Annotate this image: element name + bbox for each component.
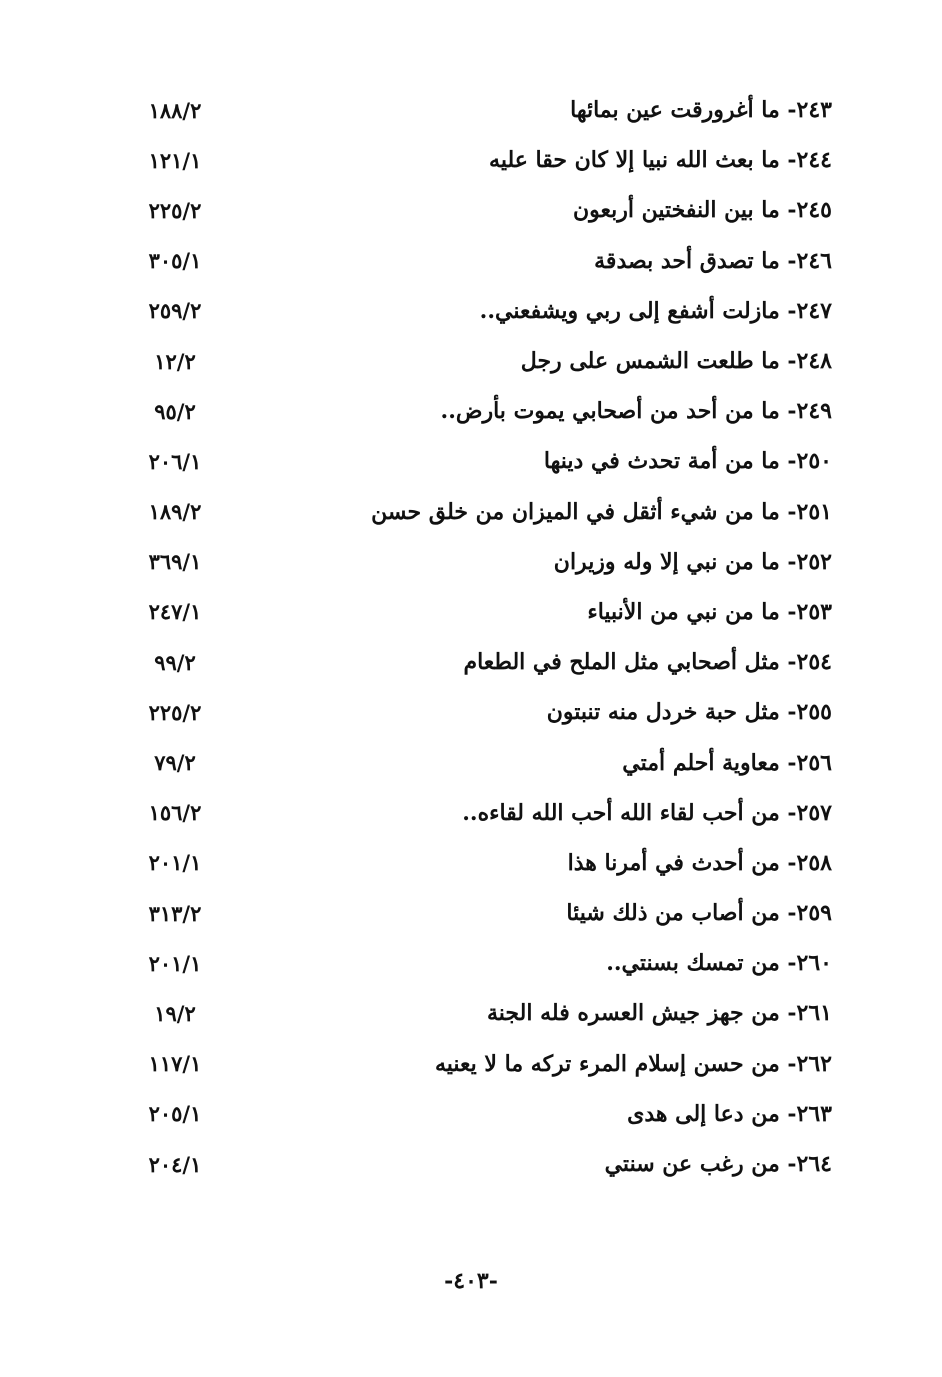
page-number: -٤٠٣- [444,1268,498,1294]
entry-text: ٢٥٥- مثل حبة خردل منه تنبتون [546,699,832,726]
entry-text: ٢٥٩- من أصاب من ذلك شيئا [566,900,832,927]
entry-text: ٢٥٣- ما من نبي من الأنبياء [587,598,832,625]
index-entry [120,185,832,235]
entry-reference: ٣٠٥/١ [148,248,202,274]
index-entry [120,637,832,687]
index-entry [120,788,832,838]
index-entry [120,436,832,486]
entry-reference: ٣١٣/٢ [148,900,202,926]
index-entry [120,286,832,336]
entry-text: ٢٤٨- ما طلعت الشمس على رجل [520,348,832,375]
entry-text: ٢٤٥- ما بين النفختين أربعون [572,197,832,224]
entry-text: ٢٤٣- ما أغرورقت عين بمائها [570,97,832,124]
index-entry [120,1039,832,1089]
index-entry [120,988,832,1038]
entry-text: ٢٥١- ما من شيء أثقل في الميزان من خلق حسن [371,498,832,525]
index-entry [120,737,832,787]
index-entry [120,85,832,135]
entry-reference: ٢٢٥/٢ [148,197,202,223]
entry-text: ٢٥٨- من أحدث في أمرنا هذا [567,849,832,876]
entry-text: ٢٥٦- معاوية أحلم أمتي [622,749,832,776]
index-entry [120,537,832,587]
index-entry [120,487,832,537]
entry-reference: ٣٦٩/١ [148,549,202,575]
entry-text: ٢٥٧- من أحب لقاء الله أحب الله لقاءه.. [462,799,832,826]
index-entry [120,587,832,637]
entry-reference: ١٢/٢ [154,348,196,374]
index-entry [120,1089,832,1139]
index-entry [120,888,832,938]
entry-reference: ١٩/٢ [154,1000,196,1026]
entry-text: ٢٦٣- من دعا إلى هدى [627,1100,832,1127]
entry-text: ٢٦١- من جهز جيش العسره فله الجنة [487,1000,832,1027]
entry-reference: ١٨٩/٢ [148,499,202,525]
index-entry [120,938,832,988]
hadith-index-list [120,85,832,1189]
entry-text: ٢٦٠- من تمسك بسنتي.. [606,950,832,977]
entry-text: ٢٤٩- ما من أحد من أصحابي يموت بأرض.. [440,398,832,425]
entry-text: ٢٥٢- ما من نبي إلا وله وزيران [553,548,832,575]
entry-reference: ٧٩/٢ [154,750,196,776]
entry-reference: ٢٠١/١ [148,850,202,876]
entry-text: ٢٤٦- ما تصدق أحد بصدقة [594,247,832,274]
entry-reference: ٩٥/٢ [154,398,196,424]
entry-reference: ٢٠١/١ [148,950,202,976]
entry-reference: ١٨٨/٢ [148,97,202,123]
entry-reference: ٢٢٥/٢ [148,699,202,725]
entry-text: ٢٦٢- من حسن إسلام المرء تركه ما لا يعنيه [434,1050,832,1077]
index-entry [120,236,832,286]
entry-text: ٢٥٤- مثل أصحابي مثل الملح في الطعام [463,649,832,676]
entry-reference: ٩٩/٢ [154,649,196,675]
entry-text: ٢٦٤- من رغب عن سنتي [604,1151,832,1178]
entry-text: ٢٤٧- مازلت أشفع إلى ربي ويشفعني.. [479,297,832,324]
entry-reference: ٢٠٤/١ [148,1151,202,1177]
entry-text: ٢٥٠- ما من أمة تحدث في دينها [543,448,832,475]
index-entry [120,687,832,737]
entry-reference: ٢٥٩/٢ [148,298,202,324]
index-entry [120,336,832,386]
entry-reference: ٢٠٥/١ [148,1101,202,1127]
entry-text: ٢٤٤- ما بعث الله نبيا إلا كان حقا عليه [489,147,832,174]
entry-reference: ٢٠٦/١ [148,448,202,474]
index-entry [120,1139,832,1189]
entry-reference: ٢٤٧/١ [148,599,202,625]
entry-reference: ١٢١/١ [148,147,202,173]
index-entry [120,838,832,888]
index-entry [120,386,832,436]
entry-reference: ١١٧/١ [148,1051,202,1077]
entry-reference: ١٥٦/٢ [148,800,202,826]
index-entry [120,135,832,185]
